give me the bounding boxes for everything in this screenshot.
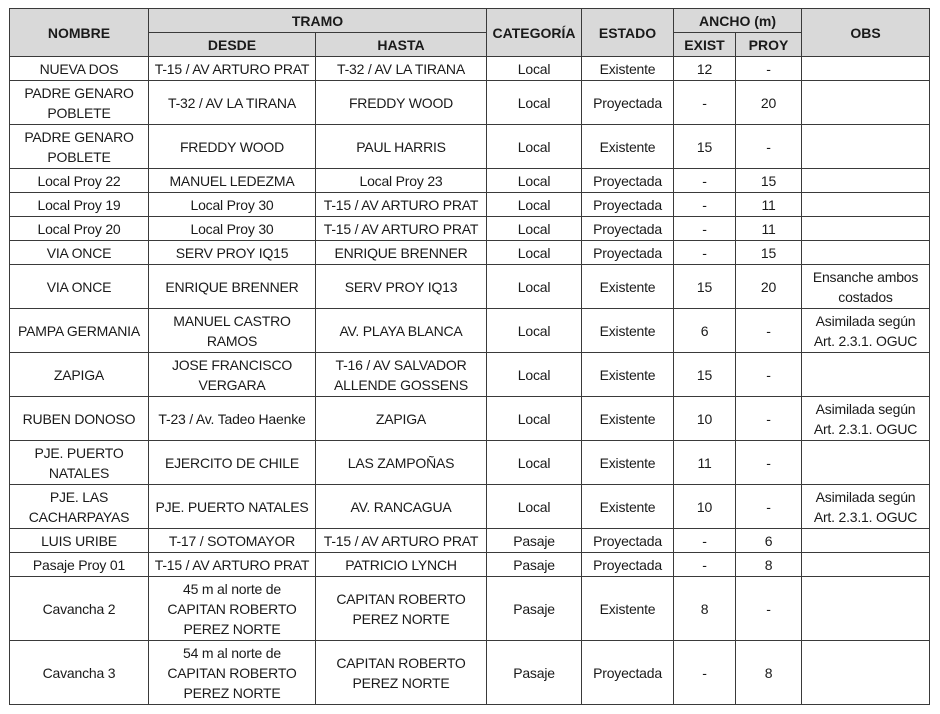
cell-categoria: Pasaje (487, 641, 582, 705)
cell-desde: FREDDY WOOD (149, 125, 316, 169)
cell-hasta: Local Proy 23 (316, 169, 487, 193)
cell-desde: MANUEL LEDEZMA (149, 169, 316, 193)
cell-categoria: Pasaje (487, 577, 582, 641)
cell-estado: Proyectada (582, 81, 674, 125)
cell-exist: 10 (674, 485, 736, 529)
cell-desde: T-15 / AV ARTURO PRAT (149, 57, 316, 81)
cell-estado: Proyectada (582, 641, 674, 705)
cell-exist: - (674, 217, 736, 241)
cell-hasta: PATRICIO LYNCH (316, 553, 487, 577)
cell-desde: T-32 / AV LA TIRANA (149, 81, 316, 125)
cell-categoria: Pasaje (487, 553, 582, 577)
cell-estado: Existente (582, 309, 674, 353)
cell-desde: SERV PROY IQ15 (149, 241, 316, 265)
cell-exist: 15 (674, 125, 736, 169)
cell-obs (802, 241, 930, 265)
cell-hasta: T-32 / AV LA TIRANA (316, 57, 487, 81)
table-row (10, 169, 930, 193)
cell-obs (802, 57, 930, 81)
cell-obs (802, 553, 930, 577)
cell-obs: Asimilada según Art. 2.3.1. OGUC (802, 485, 930, 529)
cell-obs (802, 217, 930, 241)
table-row (10, 577, 930, 641)
header-ancho: ANCHO (m) (674, 9, 802, 33)
cell-estado: Proyectada (582, 529, 674, 553)
cell-desde: MANUEL CASTRO RAMOS (149, 309, 316, 353)
cell-nombre: ZAPIGA (10, 353, 149, 397)
cell-proy: 6 (736, 529, 802, 553)
cell-proy: - (736, 485, 802, 529)
cell-hasta: T-15 / AV ARTURO PRAT (316, 193, 487, 217)
header-desde: DESDE (149, 33, 316, 57)
cell-exist: 15 (674, 265, 736, 309)
cell-desde: PJE. PUERTO NATALES (149, 485, 316, 529)
cell-exist: - (674, 241, 736, 265)
cell-estado: Proyectada (582, 553, 674, 577)
cell-desde: T-17 / SOTOMAYOR (149, 529, 316, 553)
cell-proy: - (736, 309, 802, 353)
header-proy: PROY (736, 33, 802, 57)
cell-desde: T-23 / Av. Tadeo Haenke (149, 397, 316, 441)
cell-proy: 20 (736, 81, 802, 125)
cell-estado: Existente (582, 397, 674, 441)
table-row (10, 57, 930, 81)
cell-proy: 11 (736, 193, 802, 217)
header-tramo: TRAMO (149, 9, 487, 33)
table-body (10, 57, 930, 705)
cell-obs (802, 641, 930, 705)
cell-hasta: AV. RANCAGUA (316, 485, 487, 529)
cell-desde: Local Proy 30 (149, 217, 316, 241)
cell-hasta: PAUL HARRIS (316, 125, 487, 169)
header-nombre: NOMBRE (10, 9, 149, 57)
table-row (10, 217, 930, 241)
cell-obs (802, 193, 930, 217)
cell-proy: - (736, 125, 802, 169)
cell-categoria: Local (487, 169, 582, 193)
cell-estado: Existente (582, 265, 674, 309)
cell-proy: - (736, 397, 802, 441)
cell-obs (802, 81, 930, 125)
cell-estado: Existente (582, 125, 674, 169)
table-row (10, 485, 930, 529)
road-table (9, 8, 930, 705)
cell-obs (802, 441, 930, 485)
cell-hasta: T-15 / AV ARTURO PRAT (316, 529, 487, 553)
header-exist: EXIST (674, 33, 736, 57)
cell-hasta: AV. PLAYA BLANCA (316, 309, 487, 353)
cell-categoria: Local (487, 193, 582, 217)
cell-categoria: Local (487, 57, 582, 81)
cell-estado: Existente (582, 485, 674, 529)
cell-hasta: T-15 / AV ARTURO PRAT (316, 217, 487, 241)
cell-exist: 6 (674, 309, 736, 353)
cell-obs: Asimilada según Art. 2.3.1. OGUC (802, 309, 930, 353)
cell-desde: ENRIQUE BRENNER (149, 265, 316, 309)
cell-obs (802, 529, 930, 553)
cell-nombre: Local Proy 20 (10, 217, 149, 241)
header-obs: OBS (802, 9, 930, 57)
cell-proy: - (736, 353, 802, 397)
cell-proy: - (736, 57, 802, 81)
cell-desde: T-15 / AV ARTURO PRAT (149, 553, 316, 577)
cell-desde: Local Proy 30 (149, 193, 316, 217)
cell-categoria: Local (487, 81, 582, 125)
cell-hasta: FREDDY WOOD (316, 81, 487, 125)
header-categoria: CATEGORÍA (487, 9, 582, 57)
cell-estado: Existente (582, 57, 674, 81)
cell-hasta: T-16 / AV SALVADOR ALLENDE GOSSENS (316, 353, 487, 397)
table-row (10, 265, 930, 309)
cell-nombre: PADRE GENARO POBLETE (10, 125, 149, 169)
cell-hasta: ENRIQUE BRENNER (316, 241, 487, 265)
cell-nombre: NUEVA DOS (10, 57, 149, 81)
cell-estado: Existente (582, 441, 674, 485)
cell-nombre: PJE. PUERTO NATALES (10, 441, 149, 485)
cell-nombre: LUIS URIBE (10, 529, 149, 553)
cell-categoria: Local (487, 125, 582, 169)
table-row (10, 125, 930, 169)
cell-estado: Proyectada (582, 241, 674, 265)
cell-proy: 15 (736, 169, 802, 193)
cell-nombre: PAMPA GERMANIA (10, 309, 149, 353)
cell-desde: EJERCITO DE CHILE (149, 441, 316, 485)
cell-hasta: CAPITAN ROBERTO PEREZ NORTE (316, 577, 487, 641)
cell-categoria: Local (487, 309, 582, 353)
cell-estado: Existente (582, 577, 674, 641)
cell-nombre: PADRE GENARO POBLETE (10, 81, 149, 125)
table-row (10, 553, 930, 577)
cell-proy: 15 (736, 241, 802, 265)
cell-exist: - (674, 193, 736, 217)
cell-nombre: Cavancha 3 (10, 641, 149, 705)
cell-obs: Asimilada según Art. 2.3.1. OGUC (802, 397, 930, 441)
cell-categoria: Local (487, 265, 582, 309)
cell-exist: 15 (674, 353, 736, 397)
table-row (10, 641, 930, 705)
cell-obs (802, 125, 930, 169)
cell-proy: 8 (736, 553, 802, 577)
cell-hasta: SERV PROY IQ13 (316, 265, 487, 309)
cell-categoria: Local (487, 241, 582, 265)
cell-proy: - (736, 441, 802, 485)
cell-categoria: Local (487, 441, 582, 485)
cell-estado: Proyectada (582, 169, 674, 193)
cell-desde: JOSE FRANCISCO VERGARA (149, 353, 316, 397)
cell-obs: Ensanche ambos costados (802, 265, 930, 309)
cell-proy: 8 (736, 641, 802, 705)
table-row (10, 309, 930, 353)
cell-categoria: Local (487, 217, 582, 241)
cell-obs (802, 353, 930, 397)
cell-obs (802, 169, 930, 193)
cell-desde: 45 m al norte de CAPITAN ROBERTO PEREZ NORTE (149, 577, 316, 641)
cell-nombre: RUBEN DONOSO (10, 397, 149, 441)
header-hasta: HASTA (316, 33, 487, 57)
cell-obs (802, 577, 930, 641)
cell-exist: - (674, 529, 736, 553)
cell-nombre: Local Proy 22 (10, 169, 149, 193)
cell-estado: Proyectada (582, 193, 674, 217)
table-row (10, 353, 930, 397)
cell-hasta: ZAPIGA (316, 397, 487, 441)
table-row (10, 193, 930, 217)
cell-exist: - (674, 641, 736, 705)
cell-exist: 11 (674, 441, 736, 485)
cell-categoria: Local (487, 353, 582, 397)
cell-exist: 8 (674, 577, 736, 641)
cell-hasta: CAPITAN ROBERTO PEREZ NORTE (316, 641, 487, 705)
cell-nombre: VIA ONCE (10, 241, 149, 265)
cell-exist: - (674, 169, 736, 193)
cell-exist: - (674, 553, 736, 577)
header-estado: ESTADO (582, 9, 674, 57)
cell-proy: - (736, 577, 802, 641)
table-row (10, 529, 930, 553)
table-row (10, 441, 930, 485)
cell-nombre: VIA ONCE (10, 265, 149, 309)
cell-hasta: LAS ZAMPOÑAS (316, 441, 487, 485)
table-row (10, 397, 930, 441)
table-row (10, 81, 930, 125)
cell-exist: 12 (674, 57, 736, 81)
cell-nombre: PJE. LAS CACHARPAYAS (10, 485, 149, 529)
cell-categoria: Pasaje (487, 529, 582, 553)
cell-categoria: Local (487, 397, 582, 441)
cell-exist: 10 (674, 397, 736, 441)
cell-nombre: Pasaje Proy 01 (10, 553, 149, 577)
table-row (10, 241, 930, 265)
cell-estado: Proyectada (582, 217, 674, 241)
cell-nombre: Cavancha 2 (10, 577, 149, 641)
cell-exist: - (674, 81, 736, 125)
cell-estado: Existente (582, 353, 674, 397)
cell-nombre: Local Proy 19 (10, 193, 149, 217)
cell-desde: 54 m al norte de CAPITAN ROBERTO PEREZ NORTE (149, 641, 316, 705)
cell-proy: 20 (736, 265, 802, 309)
cell-categoria: Local (487, 485, 582, 529)
cell-proy: 11 (736, 217, 802, 241)
